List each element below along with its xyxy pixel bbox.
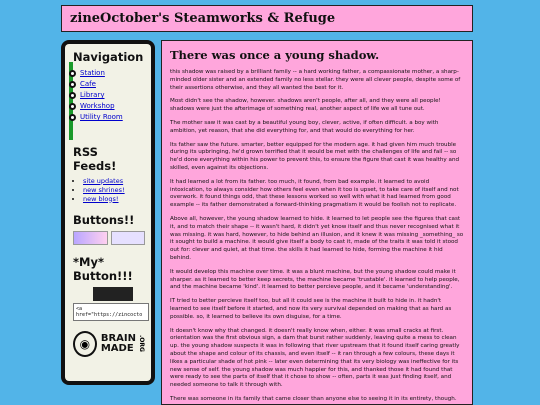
brain-line-2: MADE bbox=[100, 342, 134, 354]
code-line-1: <a bbox=[76, 305, 83, 312]
nav-item-utility-room[interactable] bbox=[73, 112, 145, 123]
main-content bbox=[161, 40, 473, 405]
station-dot-icon bbox=[69, 103, 76, 110]
nav-item-workshop[interactable] bbox=[73, 101, 145, 112]
rss-link-site-updates[interactable]: site updates bbox=[83, 176, 124, 185]
nav-link-library[interactable]: Library bbox=[80, 91, 105, 100]
nav-link-utility-room[interactable]: Utility Room bbox=[80, 113, 123, 122]
my-button-section bbox=[73, 255, 145, 321]
rss-section bbox=[73, 145, 145, 203]
nav-link-cafe[interactable]: Cafe bbox=[80, 80, 96, 89]
buttons-row bbox=[73, 231, 145, 245]
nav-link-station[interactable]: Station bbox=[80, 69, 105, 78]
brainmade-badge[interactable] bbox=[73, 331, 145, 357]
my-button-title: *My* Button!!! bbox=[73, 254, 133, 283]
story-paragraph: There was someone in its family that came closer than anyone else to seeing it in its entirety, though. bbox=[170, 395, 457, 402]
sidebar bbox=[61, 40, 155, 385]
nav-link-workshop[interactable]: Workshop bbox=[80, 102, 115, 111]
story-paragraph: The mother saw it was cast by a beautiful young boy, clever, active, if often difficult. a boy with ambition, yet reason, that she did everything for, and that would do everything for her. bbox=[170, 119, 439, 134]
brain-org: .ORG bbox=[138, 335, 145, 352]
rss-title: RSS Feeds! bbox=[73, 144, 117, 173]
brain-line-1: BRAIN bbox=[100, 332, 136, 344]
button-code-box[interactable] bbox=[73, 303, 149, 321]
rss-item bbox=[83, 177, 145, 185]
rss-item bbox=[83, 186, 145, 194]
nav-item-station[interactable] bbox=[73, 68, 145, 79]
nav-title: Navigation bbox=[73, 50, 144, 64]
story-paragraph: IT tried to better percieve itself too, but all it could see is the machine it built to hide in. it hadn't learned to see itself before it started, and now its very survival depended on making that as hard as possible. so, it learned to believe its own disguise, for a time. bbox=[170, 298, 452, 320]
station-dot-icon bbox=[69, 92, 76, 99]
station-dot-icon bbox=[69, 70, 76, 77]
buttons-section bbox=[73, 213, 145, 245]
site-header bbox=[61, 5, 473, 32]
story-paragraph: this shadow was raised by a brilliant family -- a hard working father, a compassionate mother, a sharp-minded older sister and an extended family no less stellar. they were all clever people, despite some of their assertions otherwise, and they all wanted the best for it. bbox=[170, 69, 461, 91]
story-paragraph: It had learned a lot from its father. too much, it found, from bad example. it learned to avoid intoxication, to always consider how others feel even when it too is upset, to take care of itself and not overwork. it found things odd, that these lessons worked so well with what it had learned from good example -- its father demonstrated a forward-thinking pragmatism it would be foolish not to replicate. bbox=[170, 178, 459, 209]
rss-item bbox=[83, 195, 145, 203]
brain-wordmark bbox=[97, 334, 136, 354]
site-button-image[interactable] bbox=[111, 231, 146, 245]
nav-item-cafe[interactable] bbox=[73, 79, 145, 90]
nav-list bbox=[73, 68, 145, 123]
story-title: There was once a young shadow. bbox=[170, 48, 380, 62]
station-dot-icon bbox=[69, 114, 76, 121]
story-paragraph: It doesn't know why that changed. it doesn't really know when, either. it was small cracks at first. orientation was the first obvious sign, a dam that burst rather suddenly, leaving quite a mess to clean up. the young shadow suspects it was in following that river upstream that it found itself caring greatly about the shape and colour of its chassis, and even itself -- it ran through a few colours, these days it likes a particular shade of hot pink -- later even determining that its very biology was ineffective for its new sense of self. the young shadow was much happier for this, and thanked those it had found that were ready to see the parts of itself that it chose to show -- often, parts it was just finding itself, and needed someone to talk it through with. bbox=[170, 327, 460, 389]
code-line-2: href="https://zincocto bbox=[76, 311, 143, 318]
story-paragraph: Above all, however, the young shadow learned to hide. it learned to let people see the figures that cast it, and to match their shape -- it wasn't hard, it didn't yet know itself and thus never recognised what it was missing. it was hard, however, to hide behind an illusion, and it knew it was missing _something_ so it sought to build a machine. it would give itself a body to cast it, made of the traits it was told it stood out for: clever and quiet, at that time. the skills it had learned to hide, forming the machine it hid behind. bbox=[170, 215, 464, 261]
story-paragraph: It would develop this machine over time. it was a blunt machine, but the young shadow could make it sharper. as it learned to better keep secrets, the machine became 'trustable'. it learned to help people, and the machine became 'kind'. it learned to better percieve people, and it became 'understanding'. bbox=[170, 268, 460, 291]
station-dot-icon bbox=[69, 81, 76, 88]
rss-link-new-shrines[interactable]: new shrines! bbox=[83, 185, 125, 194]
story-paragraph: Its father saw the future. smarter, better equipped for the modern age. it had given him much trouble during its upbringing, he'd grown terrified that it would be met with the challenges of life and fail -- so he'd done everything within his power to prevent this, to ensure the figure that cast it was healthy and skilled, even against its objections. bbox=[170, 141, 460, 171]
rss-link-new-blogs[interactable]: new blogs! bbox=[83, 194, 119, 203]
sidebar-panel bbox=[65, 44, 151, 381]
my-button-image[interactable] bbox=[93, 287, 133, 301]
site-title: zineOctober's Steamworks & Refuge bbox=[70, 11, 336, 26]
story-paragraph: Most didn't see the shadow, however. shadows aren't people, after all, and they were all people! shadows were just the afterimage of something real, another aspect of life we all tune out. bbox=[170, 98, 441, 113]
buttons-title: Buttons!! bbox=[73, 212, 135, 227]
nav-item-library[interactable] bbox=[73, 90, 145, 101]
rss-list bbox=[73, 177, 145, 203]
brain-icon: ◉ bbox=[73, 331, 97, 357]
site-button-image[interactable] bbox=[73, 231, 108, 245]
